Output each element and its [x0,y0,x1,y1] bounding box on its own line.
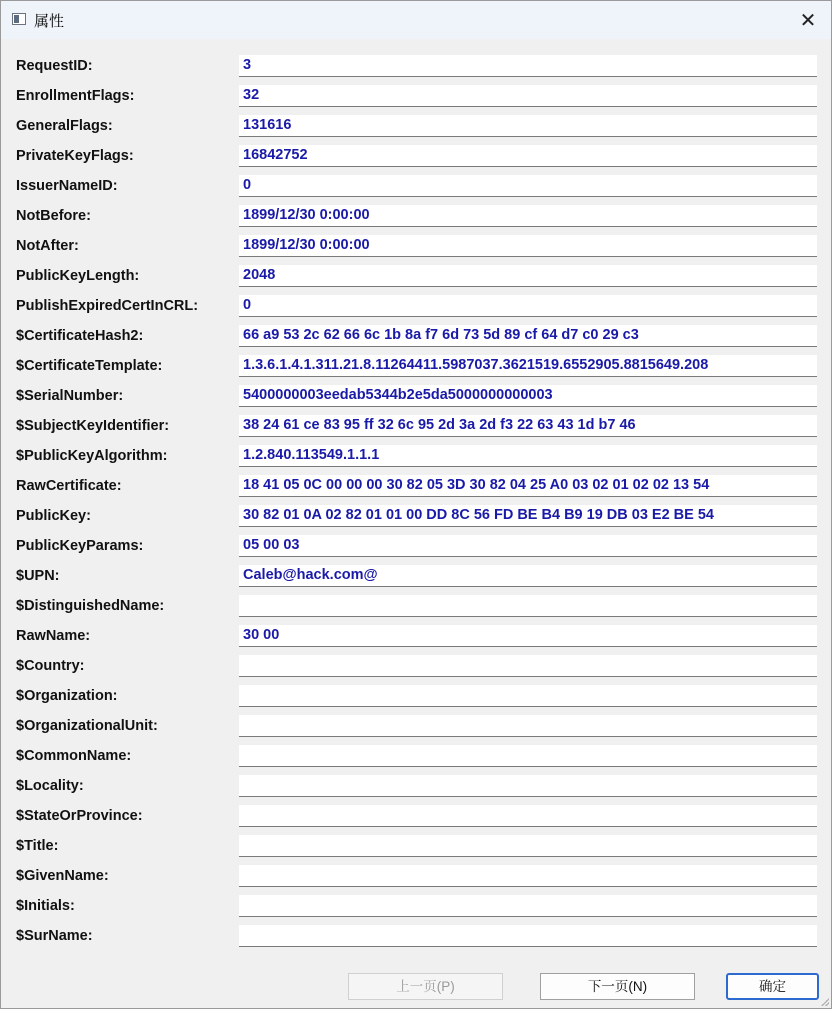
property-value-field[interactable] [239,865,817,887]
property-row [1,113,831,143]
property-row [1,83,831,113]
property-label: $PublicKeyAlgorithm: [16,448,168,464]
property-row [1,53,831,83]
property-row [1,353,831,383]
property-value-field[interactable] [239,835,817,857]
property-row [1,203,831,233]
property-label: $DistinguishedName: [16,598,165,614]
property-label: $CommonName: [16,748,132,764]
property-value-field[interactable] [239,895,817,917]
next-page-button[interactable]: 下一页(N) [540,973,695,1000]
property-value-field[interactable]: 30 00 [239,625,817,647]
property-value-field[interactable]: 30 82 01 0A 02 82 01 01 00 DD 8C 56 FD BE B4 B9 19 DB 03 E2 BE 54 [239,505,817,527]
property-label: PublishExpiredCertInCRL: [16,298,199,314]
property-row [1,173,831,203]
property-label: $StateOrProvince: [16,808,143,824]
property-label: $OrganizationalUnit: [16,718,158,734]
property-row [1,593,831,623]
title-bar[interactable] [1,1,831,39]
property-row [1,653,831,683]
ok-button[interactable]: 确定 [726,973,819,1000]
property-value-field[interactable] [239,775,817,797]
property-row [1,233,831,263]
property-value-field[interactable]: 1899/12/30 0:00:00 [239,205,817,227]
property-label: RequestID: [16,58,93,74]
property-list [1,53,831,953]
property-row [1,893,831,923]
property-label: RawCertificate: [16,478,122,494]
window-icon [12,13,26,25]
property-value-field[interactable] [239,685,817,707]
property-label: $SerialNumber: [16,388,124,404]
property-label: NotBefore: [16,208,91,224]
property-value-field[interactable] [239,715,817,737]
property-label: PublicKeyLength: [16,268,140,284]
property-row [1,293,831,323]
property-label: $CertificateHash2: [16,328,144,344]
property-row [1,833,831,863]
property-row [1,443,831,473]
property-row [1,713,831,743]
property-row [1,683,831,713]
property-value-field[interactable]: 0 [239,295,817,317]
property-label: $CertificateTemplate: [16,358,163,374]
property-label: PublicKeyParams: [16,538,144,554]
property-row [1,503,831,533]
property-row [1,743,831,773]
property-row [1,563,831,593]
property-value-field[interactable]: 0 [239,175,817,197]
property-row [1,323,831,353]
property-value-field[interactable]: Caleb@hack.com@ [239,565,817,587]
property-label: $Initials: [16,898,75,914]
property-row [1,143,831,173]
property-row [1,863,831,893]
property-row [1,533,831,563]
property-row [1,623,831,653]
property-label: $UPN: [16,568,60,584]
property-value-field[interactable]: 66 a9 53 2c 62 66 6c 1b 8a f7 6d 73 5d 89 cf 64 d7 c0 29 c3 [239,325,817,347]
close-icon[interactable]: ✕ [799,8,817,32]
property-value-field[interactable]: 5400000003eedab5344b2e5da5000000000003 [239,385,817,407]
property-row [1,473,831,503]
property-label: NotAfter: [16,238,79,254]
property-row [1,803,831,833]
property-value-field[interactable]: 1.2.840.113549.1.1.1 [239,445,817,467]
property-value-field[interactable]: 1.3.6.1.4.1.311.21.8.11264411.5987037.3621519.6552905.8815649.208 [239,355,817,377]
window-title: 属性 [34,13,65,30]
property-label: $Organization: [16,688,118,704]
property-row [1,773,831,803]
property-row [1,923,831,953]
resize-grip-icon[interactable] [819,996,829,1006]
property-value-field[interactable]: 3 [239,55,817,77]
property-value-field[interactable]: 18 41 05 0C 00 00 00 30 82 05 3D 30 82 04 25 A0 03 02 01 02 02 13 54 [239,475,817,497]
property-value-field[interactable]: 05 00 03 [239,535,817,557]
property-label: $SurName: [16,928,93,944]
property-label: $SubjectKeyIdentifier: [16,418,170,434]
property-label: PublicKey: [16,508,91,524]
property-label: $Locality: [16,778,84,794]
property-value-field[interactable]: 1899/12/30 0:00:00 [239,235,817,257]
property-value-field[interactable]: 32 [239,85,817,107]
property-label: PrivateKeyFlags: [16,148,134,164]
property-value-field[interactable]: 16842752 [239,145,817,167]
property-label: EnrollmentFlags: [16,88,135,104]
property-row [1,413,831,443]
property-value-field[interactable] [239,655,817,677]
property-value-field[interactable] [239,595,817,617]
property-label: $Country: [16,658,85,674]
prev-page-button[interactable]: 上一页(P) [348,973,503,1000]
property-label: GeneralFlags: [16,118,113,134]
property-row [1,383,831,413]
property-row [1,263,831,293]
property-value-field[interactable] [239,745,817,767]
property-label: $GivenName: [16,868,109,884]
property-value-field[interactable]: 2048 [239,265,817,287]
property-label: IssuerNameID: [16,178,118,194]
property-value-field[interactable] [239,805,817,827]
property-value-field[interactable]: 131616 [239,115,817,137]
property-label: RawName: [16,628,91,644]
property-value-field[interactable]: 38 24 61 ce 83 95 ff 32 6c 95 2d 3a 2d f3 22 63 43 1d b7 46 [239,415,817,437]
property-label: $Title: [16,838,59,854]
property-value-field[interactable] [239,925,817,947]
